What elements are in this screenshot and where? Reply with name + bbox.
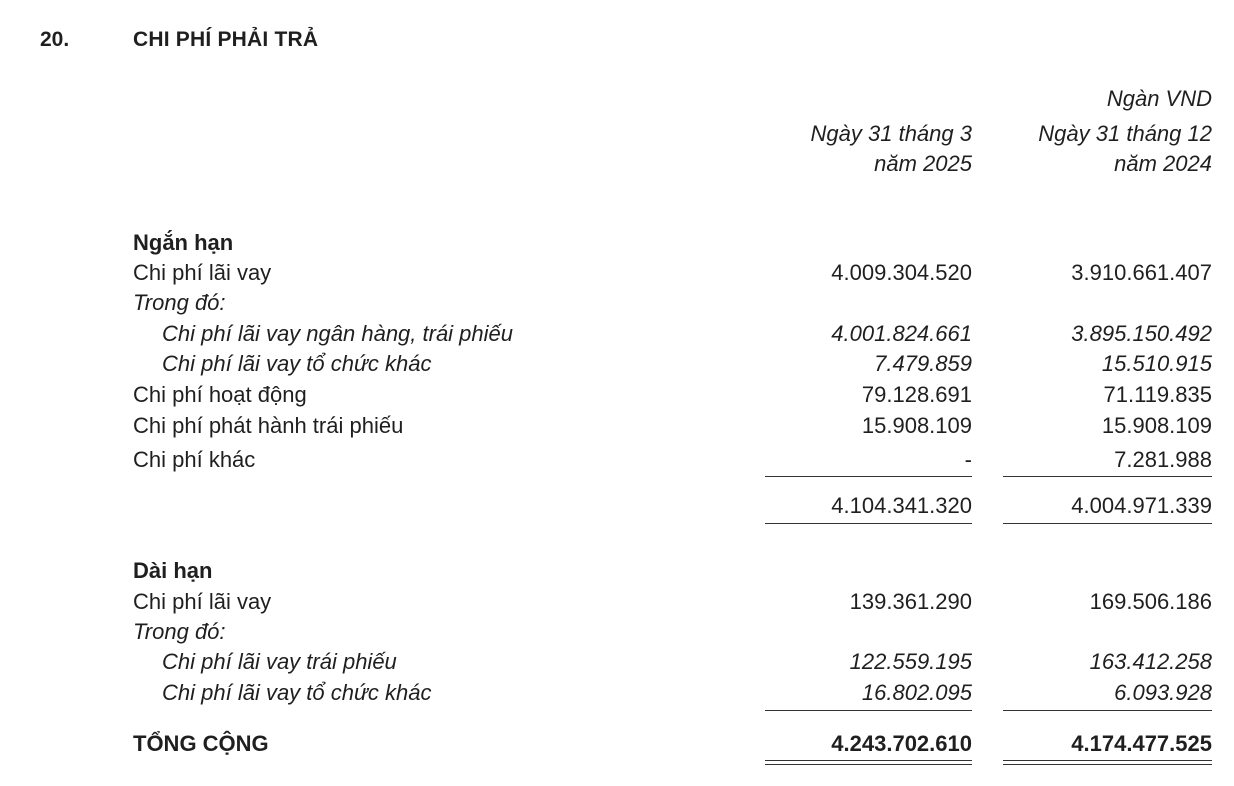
- table-row: [0, 587, 1234, 617]
- table-row: [0, 380, 1234, 410]
- value-2025: -: [964, 447, 972, 472]
- value-2024: 3.910.661.407: [1071, 260, 1212, 285]
- value-2025: 4.001.824.661: [831, 321, 972, 346]
- row-label: Chi phí lãi vay: [133, 260, 272, 285]
- total-rule-2025: [765, 710, 972, 711]
- total-2025: 4.243.702.610: [831, 731, 972, 756]
- value-2025: 7.479.859: [874, 351, 972, 376]
- long-term-heading-row: [0, 556, 1234, 586]
- value-2024: 15.510.915: [1101, 351, 1212, 376]
- value-2024: 15.908.109: [1101, 413, 1212, 438]
- total-double-underline-2024: [1003, 760, 1212, 765]
- table-row: [0, 647, 1234, 677]
- total-2024: 4.174.477.525: [1071, 731, 1212, 756]
- row-label: Chi phí phát hành trái phiếu: [133, 413, 404, 438]
- column-header-line: Ngày 31 tháng 3: [810, 121, 972, 146]
- table-row: [0, 678, 1234, 708]
- subtotal-2025: 4.104.341.320: [831, 493, 972, 518]
- table-row: [0, 288, 1234, 318]
- value-2025: 4.009.304.520: [831, 260, 972, 285]
- value-2025: 122.559.195: [849, 649, 972, 674]
- row-label: Chi phí khác: [133, 447, 256, 472]
- unit-label: Ngàn VND: [1106, 86, 1212, 111]
- row-label: Chi phí lãi vay tổ chức khác: [162, 680, 432, 705]
- row-label: Trong đó:: [133, 290, 226, 315]
- table-row: [0, 445, 1234, 475]
- section-number: 20.: [40, 28, 70, 51]
- subtotal-2024: 4.004.971.339: [1071, 493, 1212, 518]
- value-2024: 71.119.835: [1103, 382, 1212, 407]
- total-rule-2024: [1003, 710, 1212, 711]
- table-row: [0, 349, 1234, 379]
- row-label: Chi phí hoạt động: [133, 382, 307, 407]
- table-row: [0, 258, 1234, 288]
- column-header-line: năm 2025: [874, 151, 972, 176]
- value-2025: 15.908.109: [861, 413, 972, 438]
- short-term-heading-row: [0, 228, 1234, 258]
- subtotal-underline-2024: [1003, 523, 1212, 524]
- section-title: CHI PHÍ PHẢI TRẢ: [133, 28, 319, 51]
- table-row: [0, 319, 1234, 349]
- table-row: [0, 617, 1234, 647]
- subtotal-underline-2025: [765, 523, 972, 524]
- total-double-underline-2025: [765, 760, 972, 765]
- column-header-2024: [1038, 119, 1212, 179]
- value-2025: 79.128.691: [861, 382, 972, 407]
- row-label: Chi phí lãi vay ngân hàng, trái phiếu: [162, 321, 514, 346]
- value-2025: 16.802.095: [861, 680, 972, 705]
- subtotal-rule-2024: [1003, 476, 1212, 477]
- column-header-line: năm 2024: [1114, 151, 1212, 176]
- value-2024: 6.093.928: [1114, 680, 1212, 705]
- row-label: Trong đó:: [133, 619, 226, 644]
- value-2024: 169.506.186: [1089, 589, 1212, 614]
- subtotal-row: [0, 491, 1234, 521]
- value-2025: 139.361.290: [849, 589, 972, 614]
- long-term-heading: Dài hạn: [133, 558, 213, 583]
- column-header-line: Ngày 31 tháng 12: [1038, 121, 1212, 146]
- column-header-2025: [811, 119, 972, 179]
- subtotal-rule-2025: [765, 476, 972, 477]
- value-2024: 7.281.988: [1114, 447, 1212, 472]
- total-label: TỔNG CỘNG: [133, 731, 269, 756]
- value-2024: 3.895.150.492: [1071, 321, 1212, 346]
- total-row: [0, 729, 1234, 759]
- short-term-heading: Ngắn hạn: [133, 230, 234, 255]
- value-2024: 163.412.258: [1089, 649, 1212, 674]
- row-label: Chi phí lãi vay trái phiếu: [162, 649, 397, 674]
- row-label: Chi phí lãi vay tổ chức khác: [162, 351, 432, 376]
- row-label: Chi phí lãi vay: [133, 589, 272, 614]
- table-row: [0, 411, 1234, 441]
